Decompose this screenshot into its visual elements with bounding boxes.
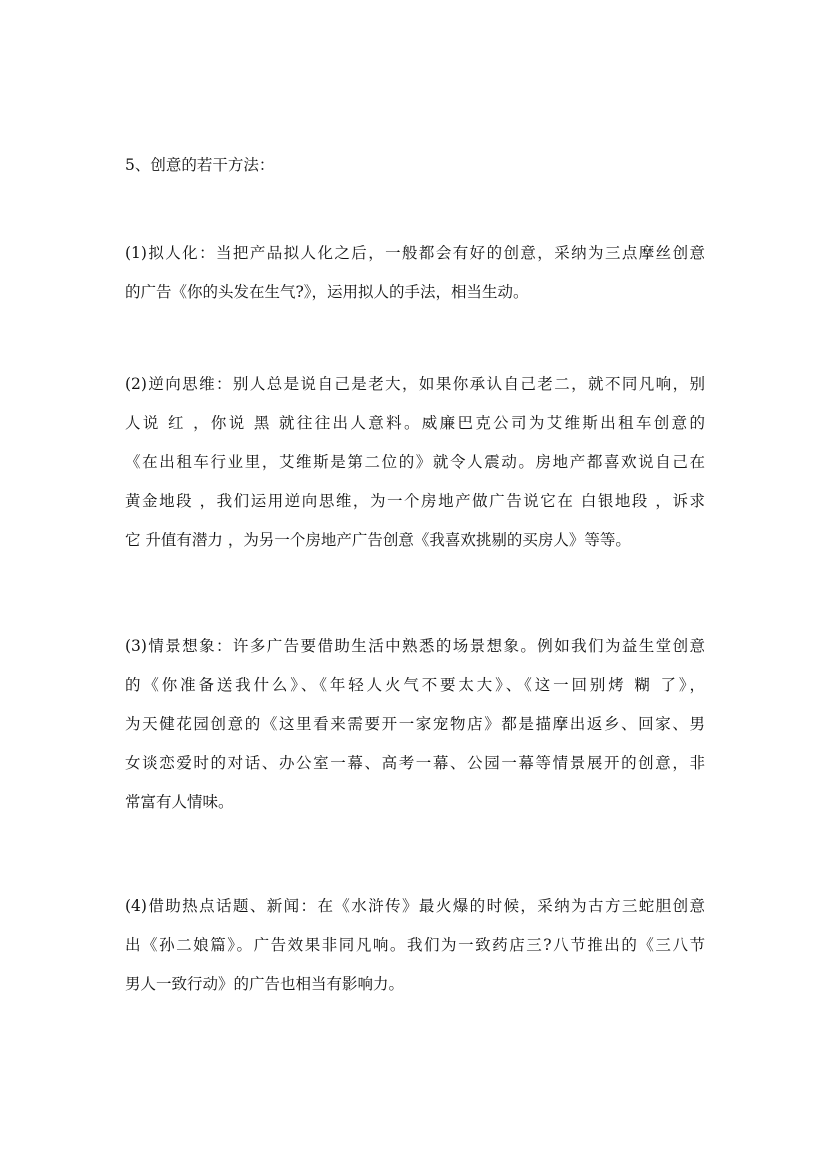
paragraph-hot-topics <box>125 894 705 1011</box>
paragraph-line: 男人一致行动》的广告也相当有影响力。 <box>125 975 405 993</box>
paragraph-personification <box>125 241 705 319</box>
paragraph-reverse-thinking <box>125 372 705 567</box>
paragraph-scene-imagination <box>125 634 705 829</box>
paragraph-line: (3)情景想象：许多广告要借助生活中熟悉的场景想象。例如我们为益生堂创意 <box>125 637 705 655</box>
paragraph-line: 女谈恋爱时的对话、办公室一幕、高考一幕、公园一幕等情景展开的创意，非 <box>125 754 705 772</box>
paragraph-line: 的广告《你的头发在生气?》，运用拟人的手法，相当生动。 <box>125 283 529 301</box>
paragraph-line: 《在出租车行业里，艾维斯是第二位的》就令人震动。房地产都喜欢说自己在 <box>125 453 705 471</box>
paragraph-line: (2)逆向思维：别人总是说自己是老大，如果你承认自己老二，就不同凡响，别 <box>125 375 705 393</box>
paragraph-line: 的《你准备送我什么》、《年轻人火气不要太大》、《这一回别烤 糊 了》， <box>125 676 705 694</box>
paragraph-line: 常富有人情味。 <box>125 793 234 811</box>
paragraph-line: 为天健花园创意的《这里看来需要开一家宠物店》都是描摩出返乡、回家、男 <box>125 715 705 733</box>
paragraph-line: (4)借助热点话题、新闻：在《水浒传》最火爆的时候，采纳为古方三蛇胆创意 <box>125 897 705 915</box>
paragraph-line: 它 升值有潜力 ，为另一个房地产广告创意《我喜欢挑剔的买房人》等等。 <box>125 531 631 549</box>
paragraph-line: 黄金地段 ，我们运用逆向思维，为一个房地产做广告说它在 白银地段 ，诉求 <box>125 492 705 510</box>
section-heading: 5、创意的若干方法： <box>125 156 275 174</box>
paragraph-line: (1)拟人化：当把产品拟人化之后，一般都会有好的创意，采纳为三点摩丝创意 <box>125 244 705 262</box>
paragraph-line: 人说 红 ，你说 黑 就往往出人意料。威廉巴克公司为艾维斯出租车创意的 <box>125 414 705 432</box>
paragraph-line: 出《孙二娘篇》。广告效果非同凡响。我们为一致药店三?八节推出的《三八节 <box>125 936 705 954</box>
